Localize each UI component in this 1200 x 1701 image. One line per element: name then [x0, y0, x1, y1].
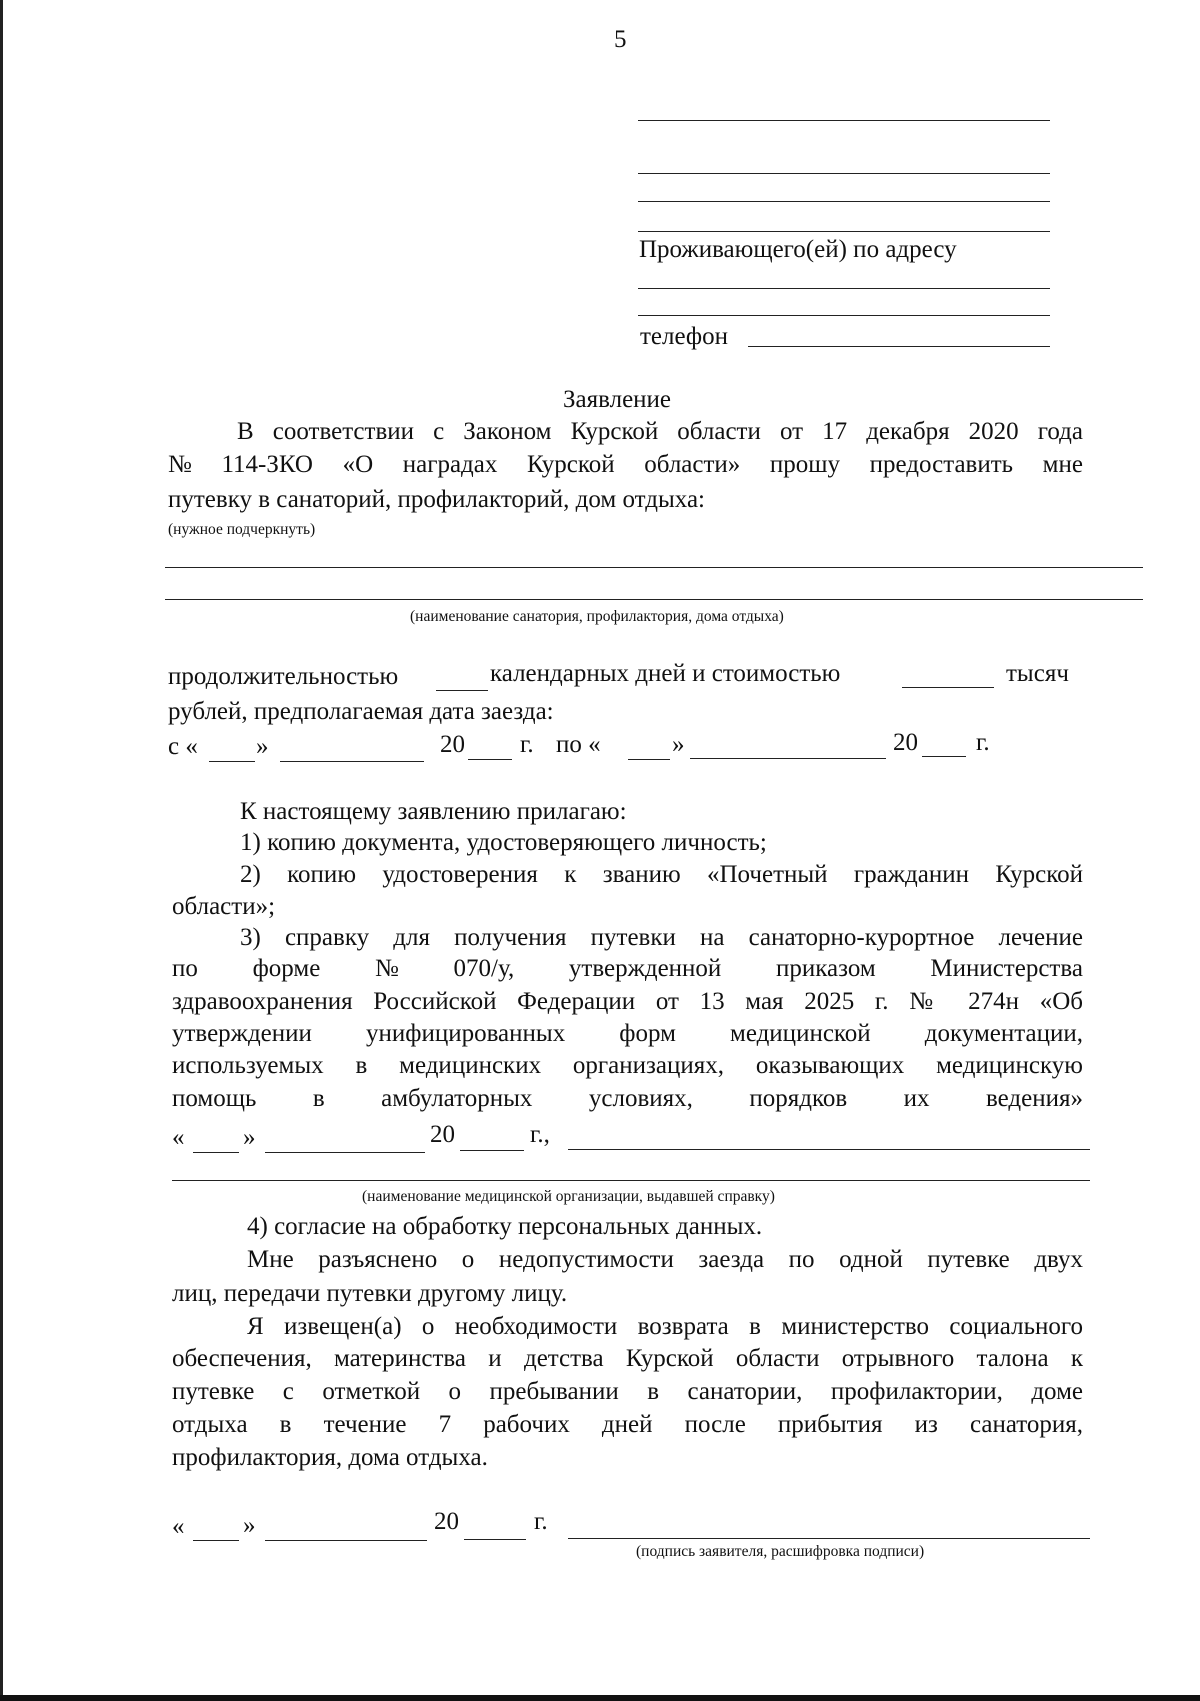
sign-year-prefix: 20	[434, 1508, 459, 1535]
sign-date-close: »	[243, 1512, 256, 1539]
document-title: Заявление	[563, 386, 672, 413]
address-line-2	[638, 315, 1050, 316]
sanatorium-line-1	[165, 567, 1143, 568]
word: мне	[1042, 451, 1083, 478]
underline-note: (нужное подчеркнуть)	[168, 521, 316, 538]
header-line-2	[638, 173, 1050, 174]
word: форм	[619, 1020, 676, 1047]
cert-year-field	[460, 1150, 524, 1151]
address-label: Проживающего(ей) по адресу	[639, 236, 957, 263]
cert-date-open: «	[172, 1124, 185, 1151]
sanatorium-line-2	[165, 599, 1143, 600]
notice-1-line-1: Мне разъяснено о недопустимости заезда по одной путевке двух	[247, 1246, 1083, 1273]
word: «О	[342, 451, 374, 478]
sign-month-field	[265, 1540, 427, 1541]
notice-2-line-5: профилактория, дома отдыха.	[172, 1444, 488, 1471]
word: в	[312, 1085, 325, 1112]
word: утверждении	[172, 1020, 312, 1047]
signature-caption: (подпись заявителя, расшифровка подписи)	[636, 1543, 925, 1560]
to-label: по «	[556, 731, 601, 758]
word: документации,	[924, 1020, 1083, 1047]
attachment-3-line-5: используемых в медицинских организациях, оказывающих медицинскую	[172, 1052, 1083, 1079]
attachment-3-line-1: 3) справку для получения путевки на санаторно-курортное лечение	[240, 924, 1083, 951]
word: области»	[644, 451, 741, 478]
to-year-prefix: 20	[893, 729, 918, 756]
scan-left-edge	[0, 0, 3, 1701]
from-year-field	[468, 759, 512, 760]
notice-2-line-3: путевке с отметкой о пребывании в санатории, профилактории, доме	[172, 1378, 1083, 1405]
header-line-3	[638, 201, 1050, 202]
from-year-suffix: г.	[520, 731, 534, 758]
word: унифицированных	[365, 1020, 566, 1047]
from-month-field	[280, 761, 424, 762]
address-line-1	[638, 288, 1050, 289]
from-quote-close: »	[256, 733, 269, 760]
duration-prefix: продолжительностью	[168, 663, 399, 690]
sign-year-field	[464, 1539, 526, 1540]
cert-month-field	[265, 1152, 425, 1153]
from-label: с «	[168, 733, 198, 760]
attachment-3-line-6	[172, 1085, 1083, 1113]
to-year-field	[922, 756, 966, 757]
notice-2-line-2: обеспечения, материнства и детства Курской области отрывного талона к	[172, 1345, 1083, 1372]
word: условиях,	[588, 1085, 693, 1112]
cert-org-line-2	[172, 1180, 1090, 1181]
word: прошу	[769, 451, 841, 478]
notice-1-line-2: лиц, передачи путевки другому лицу.	[172, 1280, 568, 1307]
word: медицинской	[730, 1020, 871, 1047]
word: утвержденной	[568, 955, 722, 982]
attachment-3-line-4	[172, 1020, 1083, 1048]
word: наградах	[402, 451, 498, 478]
to-day-field	[628, 759, 670, 760]
cost-field	[902, 687, 994, 688]
cert-day-field	[193, 1152, 239, 1153]
sign-year-suffix: г.	[534, 1508, 548, 1535]
to-month-field	[690, 758, 886, 759]
cert-date-close: »	[243, 1124, 256, 1151]
cert-year-prefix: 20	[430, 1121, 455, 1148]
word: 070/у,	[453, 955, 515, 982]
word: их	[903, 1085, 930, 1112]
word: порядков	[749, 1085, 848, 1112]
to-quote-close: »	[672, 731, 685, 758]
days-field	[436, 690, 488, 691]
word: 114-ЗКО	[221, 451, 313, 478]
page-number: 5	[614, 26, 627, 53]
intro-line-3: путевку в санаторий, профилакторий, дом отдыха:	[168, 486, 705, 513]
intro-line-2	[168, 451, 1083, 479]
word: приказом	[775, 955, 876, 982]
word: помощь	[172, 1085, 257, 1112]
from-day-field	[209, 761, 255, 762]
attachments-heading: К настоящему заявлению прилагаю:	[240, 798, 627, 825]
word: форме	[252, 955, 321, 982]
intro-line-1: В соответствии с Законом Курской области от 17 декабря 2020 года	[237, 418, 1083, 445]
word: по	[172, 955, 198, 982]
attachment-4: 4) согласие на обработку персональных данных.	[247, 1213, 763, 1240]
to-year-suffix: г.	[976, 729, 990, 756]
attachment-2-line-1: 2) копию удостоверения к званию «Почетный гражданин Курской	[240, 861, 1083, 888]
word: Министерства	[930, 955, 1083, 982]
word: Курской	[526, 451, 615, 478]
word: ведения»	[985, 1085, 1083, 1112]
word: №	[374, 955, 399, 982]
duration-middle: календарных дней и стоимостью	[490, 660, 841, 687]
phone-label: телефон	[640, 323, 728, 350]
cert-year-suffix: г.,	[530, 1121, 550, 1148]
notice-2-line-4: отдыха в течение 7 рабочих дней после прибытия из санатория,	[172, 1411, 1083, 1438]
header-line-1	[638, 120, 1050, 121]
attachment-2-line-2: области»;	[172, 893, 276, 920]
from-year-prefix: 20	[440, 731, 465, 758]
signature-line	[568, 1538, 1090, 1539]
cert-org-caption: (наименование медицинской организации, выдавшей справку)	[362, 1188, 775, 1205]
attachment-1: 1) копию документа, удостоверяющего личность;	[240, 829, 767, 856]
attachment-3-line-2	[172, 955, 1083, 983]
phone-line	[748, 346, 1050, 347]
attachment-3-line-3: здравоохранения Российской Федерации от 13 мая 2025 г. № 274н «Об	[172, 988, 1083, 1015]
sign-date-open: «	[172, 1513, 185, 1540]
word: предоставить	[869, 451, 1014, 478]
word: амбулаторных	[381, 1085, 533, 1112]
sanatorium-caption: (наименование санатория, профилактория, дома отдыха)	[410, 608, 784, 625]
scan-bottom-edge	[0, 1695, 1200, 1701]
duration-suffix: тысяч	[1006, 660, 1069, 687]
header-line-4	[638, 231, 1050, 232]
word: №	[168, 451, 192, 478]
duration-line-2: рублей, предполагаемая дата заезда:	[168, 698, 554, 725]
notice-2-line-1: Я извещен(а) о необходимости возврата в министерство социального	[247, 1313, 1083, 1340]
cert-org-line-1	[568, 1149, 1090, 1150]
sign-day-field	[193, 1540, 239, 1541]
